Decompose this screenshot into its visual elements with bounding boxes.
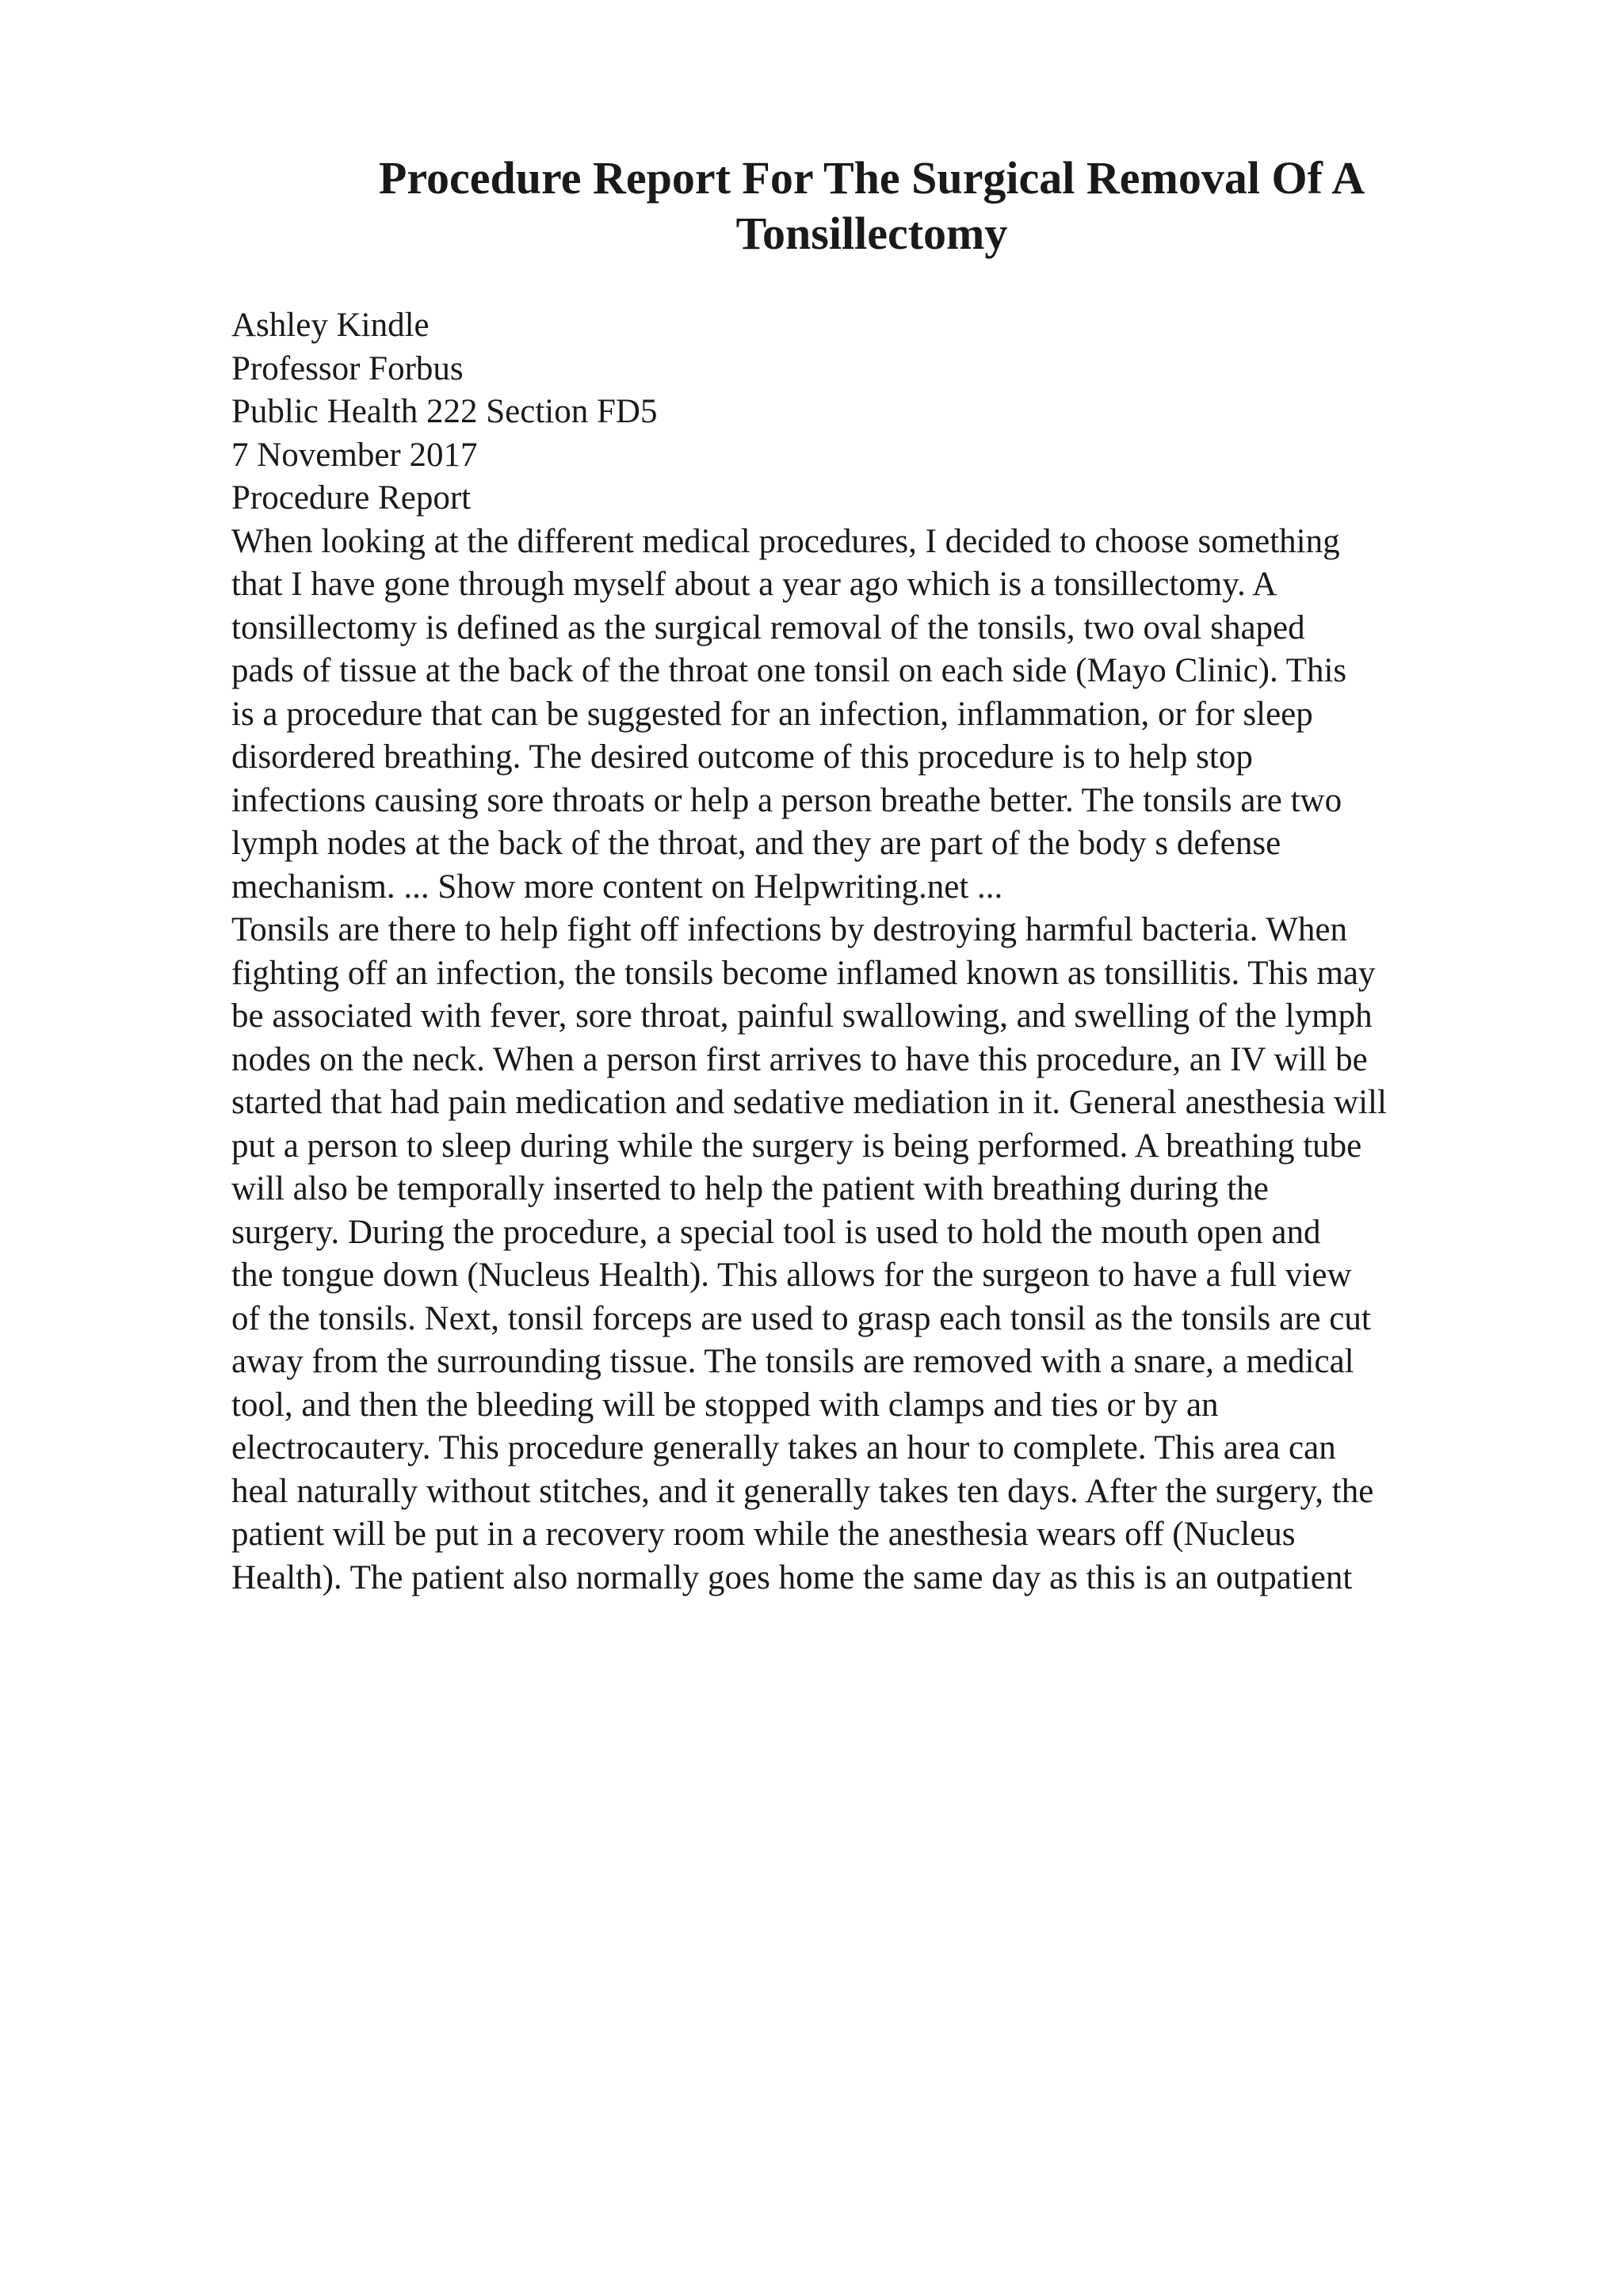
text-line: will also be temporally inserted to help the patient with breathing during the	[231, 1170, 1269, 1207]
document-date: 7 November 2017	[231, 436, 478, 474]
text-line: tool, and then the bleeding will be stopped with clamps and ties or by an	[231, 1386, 1219, 1424]
text-line: electrocautery. This procedure generally takes an hour to complete. This area can	[231, 1429, 1336, 1466]
text-line: tonsillectomy is defined as the surgical removal of the tonsils, two oval shaped	[231, 608, 1305, 646]
text-line: lymph nodes at the back of the throat, and they are part of the body s defense	[231, 825, 1281, 862]
text-line: surgery. During the procedure, a special tool is used to hold the mouth open and	[231, 1213, 1321, 1251]
text-line: When looking at the different medical procedures, I decided to choose something	[231, 522, 1340, 560]
text-line: is a procedure that can be suggested for an infection, inflammation, or for sleep	[231, 695, 1313, 733]
text-line: put a person to sleep during while the surgery is being performed. A breathing tube	[231, 1127, 1362, 1165]
paragraph-1	[231, 521, 1515, 910]
header-block	[231, 304, 1515, 521]
text-line: fighting off an infection, the tonsils become inflamed known as tonsillitis. This may	[231, 954, 1376, 992]
text-line: of the tonsils. Next, tonsil forceps are used to grasp each tonsil as the tonsils are cut	[231, 1299, 1371, 1337]
title-line: Procedure Report For The Surgical Removal Of A	[378, 152, 1365, 204]
document-title	[317, 151, 1426, 261]
document-subject: Procedure Report	[231, 479, 472, 517]
text-line: Health). The patient also normally goes home the same day as this is an outpatient	[231, 1558, 1353, 1596]
course-section: Public Health 222 Section FD5	[231, 393, 658, 430]
document-body	[231, 304, 1515, 1600]
text-line: disordered breathing. The desired outcome of this procedure is to help stop	[231, 738, 1253, 776]
text-line: Tonsils are there to help fight off infections by destroying harmful bacteria. When	[231, 911, 1348, 948]
text-line: away from the surrounding tissue. The tonsils are removed with a snare, a medical	[231, 1343, 1354, 1380]
text-line: heal naturally without stitches, and it generally takes ten days. After the surgery, the	[231, 1472, 1374, 1510]
text-line: started that had pain medication and sedative mediation in it. General anesthesia will	[231, 1084, 1387, 1121]
text-line: nodes on the neck. When a person first arrives to have this procedure, an IV will be	[231, 1040, 1368, 1078]
title-line: Tonsillectomy	[735, 208, 1008, 259]
text-line: that I have gone through myself about a year ago which is a tonsillectomy. A	[231, 566, 1277, 603]
text-line: mechanism. ... Show more content on Helpwriting.net ...	[231, 868, 1003, 906]
text-line: be associated with fever, sore throat, painful swallowing, and swelling of the lymph	[231, 997, 1373, 1035]
professor-name: Professor Forbus	[231, 349, 464, 387]
text-line: infections causing sore throats or help a person breathe better. The tonsils are two	[231, 781, 1342, 819]
text-line: the tongue down (Nucleus Health). This allows for the surgeon to have a full view	[231, 1257, 1352, 1294]
text-line: pads of tissue at the back of the throat one tonsil on each side (Mayo Clinic). This	[231, 652, 1347, 689]
text-line: patient will be put in a recovery room while the anesthesia wears off (Nucleus	[231, 1516, 1296, 1553]
paragraph-2	[231, 909, 1515, 1600]
author-name: Ashley Kindle	[231, 307, 430, 344]
